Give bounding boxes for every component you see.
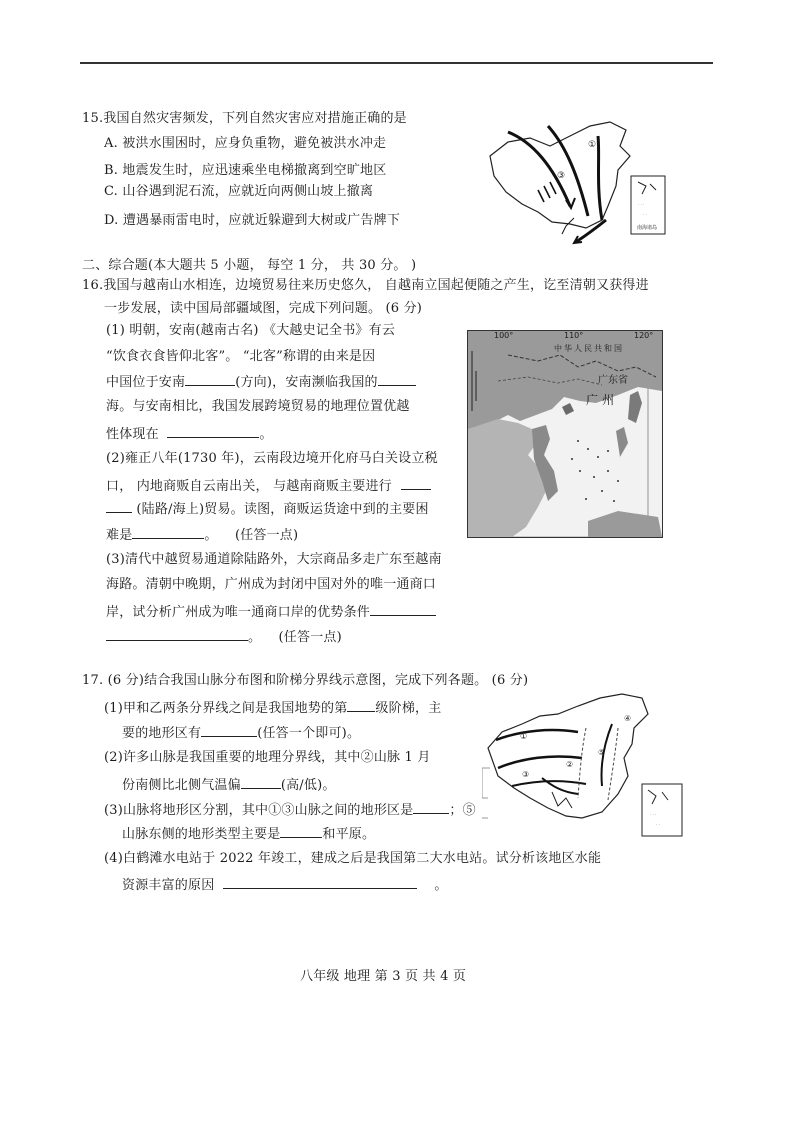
q16-p1-line5-text: 性体现在	[106, 427, 159, 442]
q17-terrain-blank[interactable]	[280, 824, 322, 838]
q17-p1-line2-text-a: 要的地形区有	[122, 726, 202, 741]
q15-option-d: D. 遭遇暴雨雷电时，应就近躲避到大树或广告牌下	[104, 213, 401, 228]
q16-map-lon-120: 120°	[634, 331, 654, 340]
q16-p1-line3-text-a: 中国位于安南	[106, 375, 186, 390]
top-rule	[80, 62, 713, 64]
q17-p4-line2	[122, 875, 448, 895]
q17-p3-line1-text-b: ；⑤	[449, 803, 476, 818]
q17-map-marker-5: ⑤	[598, 748, 606, 757]
q16-sea-blank[interactable]	[378, 372, 416, 386]
q16-map-title: 中华人民共和国	[554, 344, 624, 353]
q17-map-marker-3: ③	[522, 770, 530, 779]
q16-p2-line1: (2)雍正八年(1730 年)，云南段边境开化府马白关设立税	[106, 451, 438, 466]
q16-direction-blank[interactable]	[185, 372, 235, 386]
q17-temperature-blank[interactable]	[241, 775, 281, 789]
q16-p1-line5: 性体现在 。	[106, 424, 273, 444]
q16-difficulty-blank[interactable]	[132, 525, 204, 539]
q17-map-marker-1: ①	[520, 732, 528, 741]
q17-hydropower-blank[interactable]	[223, 875, 417, 889]
q16-p3-line4: 。 (任答一点)	[106, 627, 342, 647]
q16-regional-map	[467, 330, 663, 538]
q17-map-marker-2: ②	[566, 760, 574, 769]
q17-p4-line1: (4)白鹤滩水电站于 2022 年竣工，建成之后是我国第二大水电站。试分析该地区水能	[104, 851, 602, 866]
q16-p1-line4: 海。与安南相比，我国发展跨境贸易的地理位置优越	[106, 399, 410, 414]
q17-map-drawing	[482, 688, 686, 838]
q17-landform-blank[interactable]	[201, 723, 257, 737]
svg-text:· ·: · ·	[656, 822, 660, 827]
q16-p2-line4-text-a: 难是	[106, 528, 133, 543]
q16-map-lon-110: 110°	[564, 331, 584, 340]
svg-text:· ·: · ·	[643, 212, 647, 217]
q16-trade-blank-part1[interactable]	[401, 476, 431, 490]
q16-p1-line2: “饮食衣食皆仰北客”。 “北客”称谓的由来是因	[106, 349, 376, 364]
q17-region-blank[interactable]	[413, 800, 449, 814]
q17-p1-line1-text-a: (1)甲和乙两条分界线之间是我国地势的第	[104, 701, 348, 716]
page-footer: 八年级 地理 第 3 页 共 4 页	[300, 969, 467, 984]
q16-p2-line2	[106, 476, 431, 496]
q16-stem-line2: 一步发展，读中国局部疆域图，完成下列问题。 (6 分)	[104, 301, 423, 316]
q16-p3-line4-text: (任答一点)	[278, 630, 342, 645]
q16-guangzhou-blank-part1[interactable]	[370, 602, 436, 616]
svg-text:· · ·: · · ·	[638, 202, 645, 207]
q17-p1-line1-text-b: 级阶梯，主	[375, 701, 442, 716]
q17-p2-line2	[122, 775, 336, 795]
q16-p2-line4: 难是 。 (任答一点)	[106, 525, 298, 545]
q17-p2-line2-text-b: (高/低)。	[280, 778, 336, 793]
q17-p3-line1-text-a: (3)山脉将地形区分割，其中①③山脉之间的地形区是	[104, 803, 414, 818]
q17-p4-line2-text-a: 资源丰富的原因	[122, 878, 215, 893]
q15-option-b: B. 地震发生时，应迅速乘坐电梯撤离到空旷地区	[104, 163, 387, 178]
q16-map-lon-100: 100°	[494, 331, 514, 340]
q16-stem-line1: 16.我国与越南山水相连，边境贸易往来历史悠久， 自越南立国起便随之产生，讫至清朝又获得进	[82, 278, 649, 293]
q16-p2-line4-text-b: (任答一点)	[234, 528, 299, 543]
q16-p1-line3-text-b: (方向)，安南濒临我国的	[235, 375, 378, 390]
q17-p3-line2-text-b: 和平原。	[322, 827, 376, 842]
q16-advantage-blank[interactable]	[167, 424, 259, 438]
q17-p1-line1	[104, 698, 441, 718]
svg-text:· · ·: · · ·	[650, 812, 657, 817]
q16-p1-line1: (1) 明朝，安南(越南古名) 《大越史记全书》有云	[106, 323, 396, 338]
q17-p3-line1	[104, 800, 476, 820]
q16-map-drawing	[468, 331, 662, 537]
q17-map-marker-4: ④	[624, 714, 632, 723]
q16-p3-line3-text: 岸，试分析广州成为唯一通商口岸的优势条件	[106, 605, 371, 620]
q16-p3-line2: 海路。清朝中晚期，广州成为封闭中国对外的唯一通商口	[106, 577, 437, 592]
q16-p1-line3	[106, 372, 416, 392]
q16-p3-line1: (3)清代中越贸易通道除陆路外，大宗商品多走广东至越南	[106, 552, 442, 567]
q15-option-a: A. 被洪水围困时，应身负重物，避免被洪水冲走	[104, 136, 387, 151]
q15-map-marker-1: ①	[588, 140, 597, 150]
q17-p4-line2-text-b: 。	[434, 878, 448, 893]
q15-stem: 15.我国自然灾害频发，下列自然灾害应对措施正确的是	[82, 111, 407, 126]
q16-guangzhou-blank-part2[interactable]	[106, 627, 248, 641]
q17-p2-line1: (2)许多山脉是我国重要的地理分界线，其中②山脉 1 月	[104, 750, 431, 765]
q15-map-marker-3: ③	[557, 171, 566, 181]
q16-p2-line2-text: 口， 内地商贩自云南出关， 与越南商贩主要进行	[106, 479, 392, 494]
q17-p1-line2	[122, 723, 360, 743]
q15-map-inset-label: 南海诸岛	[637, 225, 658, 231]
q15-china-map	[478, 116, 684, 248]
q17-mountain-map	[482, 688, 686, 838]
q17-stem: 17. (6 分)结合我国山脉分布图和阶梯分界线示意图，完成下列各题。 (6 分)	[82, 673, 529, 688]
q16-map-guangdong: 广东省	[598, 375, 628, 386]
q16-p2-line3	[106, 499, 429, 519]
q17-step-blank[interactable]	[347, 698, 375, 712]
q16-p3-line3	[106, 602, 436, 622]
q16-p2-line3-text: (陆路/海上)贸易。读图，商贩运货途中到的主要困	[136, 502, 429, 517]
q17-p3-line2	[122, 824, 375, 844]
q16-map-guangzhou: 广州	[586, 393, 619, 407]
q17-p3-line2-text-a: 山脉东侧的地形类型主要是	[122, 827, 281, 842]
q16-trade-blank-part2[interactable]	[106, 499, 132, 513]
q17-p2-line2-text-a: 份南侧比北侧气温偏	[122, 778, 241, 793]
section2-heading: 二、综合题(本大题共 5 小题， 每空 1 分， 共 30 分。 )	[82, 258, 417, 273]
q15-option-c: C. 山谷遇到泥石流，应就近向两侧山坡上撤离	[104, 184, 374, 199]
q17-p1-line2-text-b: (任答一个即可)。	[257, 726, 361, 741]
